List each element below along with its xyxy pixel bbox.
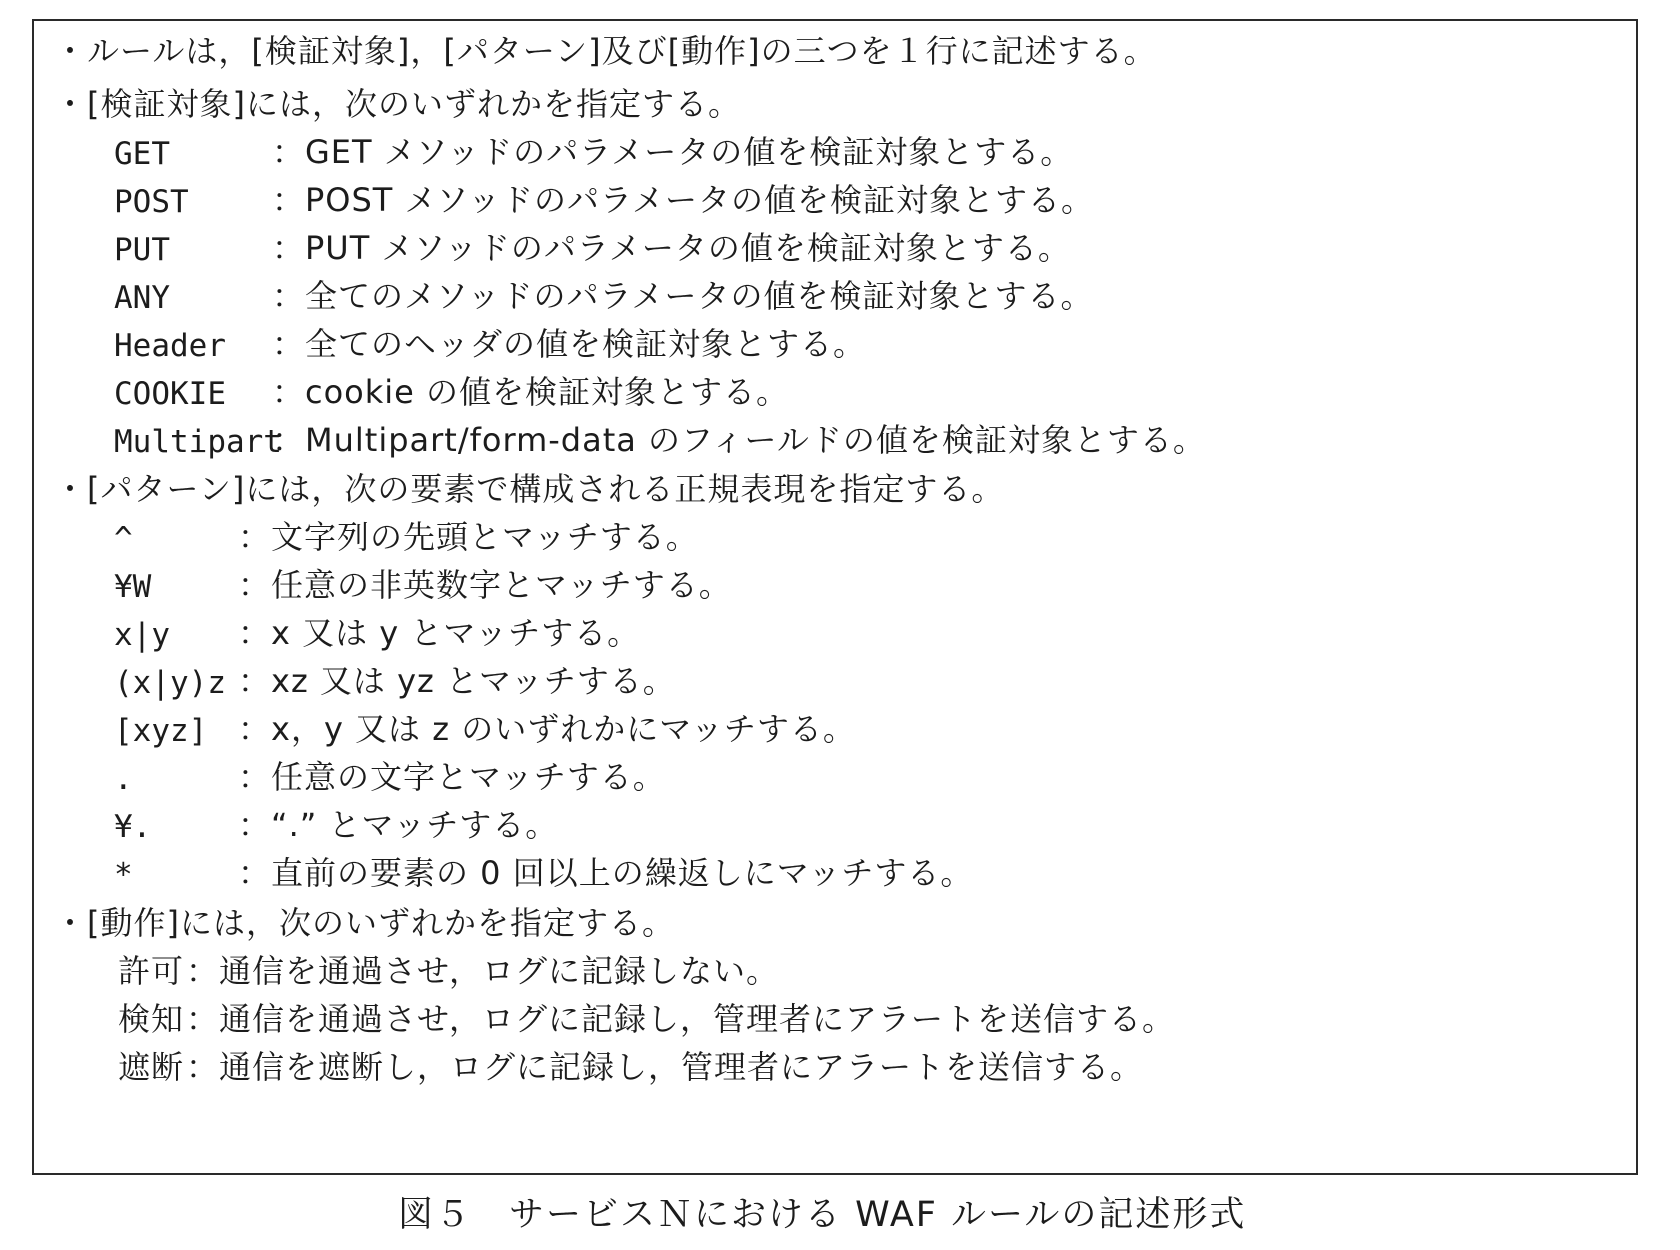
action-desc: ：通信を通過させ，ログに記録しない。: [186, 952, 780, 990]
bullet-rule-description: ・ルールは，[検証対象]，[パターン]及び[動作]の三つを１行に記述する。: [54, 32, 1157, 70]
pattern-desc: ：任意の非英数字とマッチする。: [238, 566, 732, 604]
target-term: COOKIE: [114, 376, 226, 412]
target-desc: ：POST メソッドのパラメータの値を検証対象とする。: [272, 181, 1094, 219]
target-desc: ：Multipart/form-data のフィールドの値を検証対象とする。: [272, 421, 1206, 459]
bullet-action-heading: ・[動作]には，次のいずれかを指定する。: [54, 904, 675, 942]
pattern-desc: ：x 又は y とマッチする。: [238, 614, 641, 652]
pattern-term: [xyz]: [114, 713, 208, 749]
pattern-desc: ：x，y 又は z のいずれかにマッチする。: [238, 710, 856, 748]
pattern-term: (x|y)z: [114, 665, 226, 701]
target-term: GET: [114, 136, 170, 172]
pattern-term: x|y: [114, 617, 170, 653]
target-desc: ：cookie の値を検証対象とする。: [272, 373, 790, 411]
pattern-desc: ：xz 又は yz とマッチする。: [238, 662, 676, 700]
action-term: 許可: [118, 952, 185, 990]
target-desc: ：GET メソッドのパラメータの値を検証対象とする。: [272, 133, 1074, 171]
pattern-term: ¥.: [114, 809, 152, 845]
pattern-term: ¥W: [114, 569, 152, 605]
bullet-pattern-heading: ・[パターン]には，次の要素で構成される正規表現を指定する。: [54, 470, 1005, 508]
action-term: 検知: [118, 1000, 185, 1038]
pattern-term: ^: [114, 521, 133, 557]
action-desc: ：通信を通過させ，ログに記録し，管理者にアラートを送信する。: [186, 1000, 1176, 1038]
pattern-term: .: [114, 761, 133, 797]
target-desc: ：全てのメソッドのパラメータの値を検証対象とする。: [272, 277, 1094, 315]
rule-format-box: [32, 19, 1638, 1175]
target-term: Multipart: [114, 424, 282, 460]
pattern-desc: ：直前の要素の 0 回以上の繰返しにマッチする。: [238, 854, 974, 892]
bullet-target-heading: ・[検証対象]には，次のいずれかを指定する。: [54, 85, 741, 123]
pattern-desc: ：“.” とマッチする。: [238, 806, 559, 844]
pattern-desc: ：文字列の先頭とマッチする。: [238, 518, 699, 556]
figure-caption: 図５ サービスＮにおける WAF ルールの記述形式: [398, 1195, 1247, 1235]
target-desc: ：全てのヘッダの値を検証対象とする。: [272, 325, 867, 363]
target-term: POST: [114, 184, 189, 220]
target-term: Header: [114, 328, 226, 364]
target-term: ANY: [114, 280, 170, 316]
pattern-term: *: [114, 857, 133, 893]
target-term: PUT: [114, 232, 170, 268]
action-desc: ：通信を遮断し，ログに記録し，管理者にアラートを送信する。: [186, 1048, 1144, 1086]
action-term: 遮断: [118, 1048, 185, 1086]
target-desc: ：PUT メソッドのパラメータの値を検証対象とする。: [272, 229, 1071, 267]
pattern-desc: ：任意の文字とマッチする。: [238, 758, 666, 796]
